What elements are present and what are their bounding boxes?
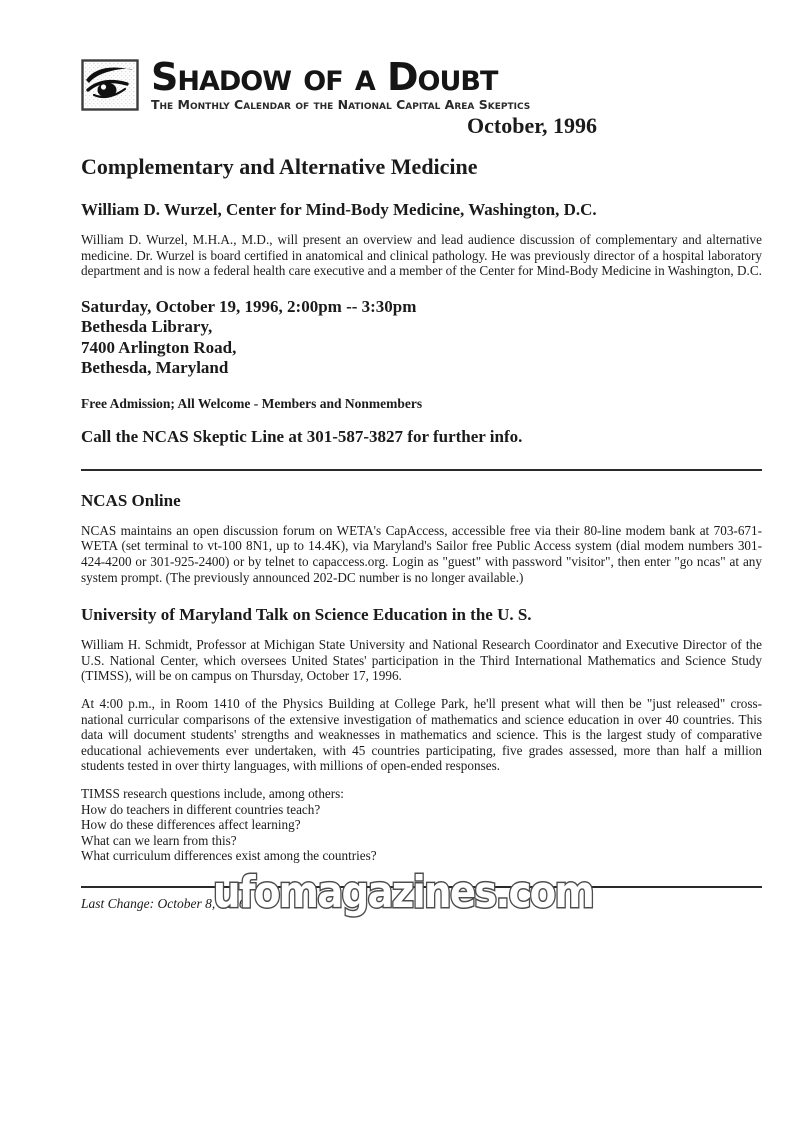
speaker-heading: William D. Wurzel, Center for Mind-Body Medicine, Washington, D.C. [81, 200, 597, 219]
ncas-online-heading: NCAS Online [81, 490, 181, 510]
last-change-note: Last Change: October 8, 1996 [81, 895, 246, 911]
logo-text-block [151, 57, 530, 112]
newsletter-logo-title: Shadow of a Doubt [151, 55, 498, 99]
ncas-online-body: NCAS maintains an open discussion forum on WETA's CapAccess, accessible free via their 80-line modem bank at 703-671-WETA (set terminal to vt-100 8N1, up to 14.4K), via Maryland's Sailor free Public Access system (dial modem numbers 301-424-4200 or 301-925-2400) or by telnet to capaccess.org. Login as "guest" with password "visitor", then enter "go ncas" at any system prompt. (The previously announced 202-DC number is no longer available.) [81, 522, 762, 585]
umd-talk-para1: William H. Schmidt, Professor at Michigan State University and National Research Coordinator and Executive Director of the U.S. National Center, which oversees United States' participation in the Third International Mathematics and Science Study (TIMSS), will be on campus on Thursday, October 17, 1996. [81, 637, 762, 684]
umd-talk-para2: At 4:00 p.m., in Room 1410 of the Physics Building at College Park, he'll present what will then be "just released" cross-national curricular comparisons of the extensive investigation of mathematics and science education in over 40 countries. This data will document students' strengths and weaknesses in mathematics and science. This is the largest study of comparative educational achievements ever undertaken, with 45 countries participating, five grades assessed, more than half a million students tested in over thirty languages, with millions of open-ended responses. [81, 695, 762, 774]
event-address: 7400 Arlington Road, [81, 337, 237, 357]
speaker-description: William D. Wurzel, M.H.A., M.D., will present an overview and lead audience discussion of complementary and alternative medicine. Dr. Wurzel is board certified in anatomical and clinical pathology. He was previously director of a hospital laboratory department and is now a federal health care executive and a member of the Center for Mind-Body Medicine in Washington, D.C. [81, 232, 762, 279]
issue-date: October, 1996 [467, 113, 597, 138]
timss-questions-intro: TIMSS research questions include, among others: [81, 785, 344, 801]
section-divider [81, 469, 762, 471]
timss-question-4: What curriculum differences exist among the countries? [81, 848, 377, 864]
skeptic-line-info: Call the NCAS Skeptic Line at 301-587-3827 for further info. [81, 426, 523, 446]
event-venue: Bethesda Library, [81, 317, 213, 337]
umd-talk-heading: University of Maryland Talk on Science Education in the U. S. [81, 605, 532, 625]
timss-question-3: What can we learn from this? [81, 832, 237, 848]
event-datetime: Saturday, October 19, 1996, 2:00pm -- 3:30pm [81, 296, 417, 316]
masthead [81, 57, 762, 112]
eye-logo-icon [81, 59, 139, 111]
event-city: Bethesda, Maryland [81, 358, 229, 378]
watermark-text: ufomagazines.com [213, 866, 593, 918]
admission-note: Free Admission; All Welcome - Members and Nonmembers [81, 395, 423, 411]
timss-question-1: How do teachers in different countries teach? [81, 801, 321, 817]
timss-question-2: How do these differences affect learning? [81, 817, 301, 833]
timss-questions [81, 786, 762, 864]
newsletter-logo-tagline: The Monthly Calendar of the National Capital Area Skeptics [151, 97, 531, 112]
page-title: Complementary and Alternative Medicine [81, 154, 478, 179]
watermark [209, 861, 609, 923]
event-when-where [81, 297, 762, 379]
